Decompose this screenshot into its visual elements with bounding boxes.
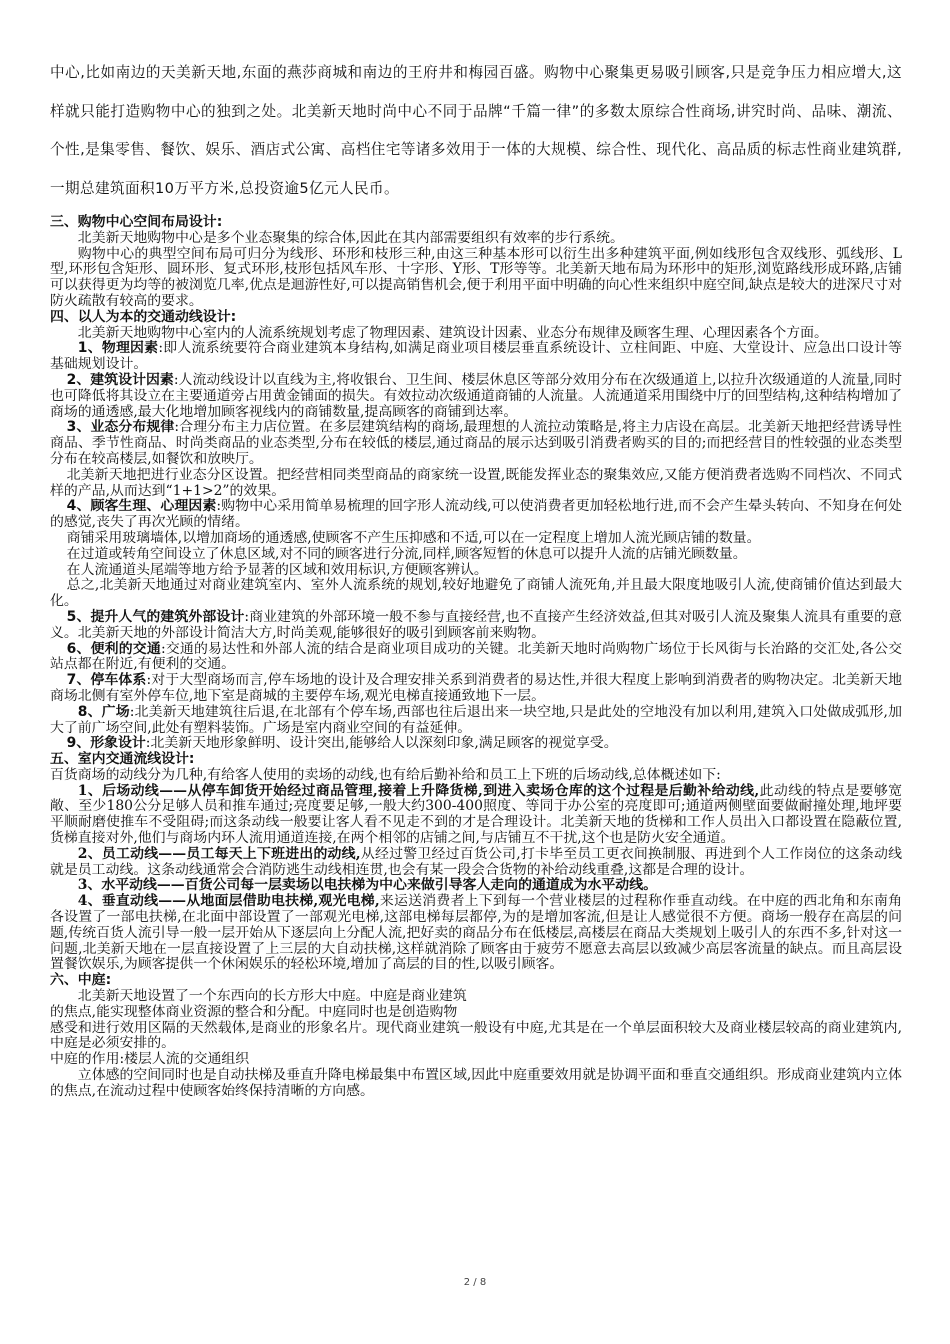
s4-item-8-text: :北美新天地建筑往后退,在北部有个停车场,西部也往后退出来一块空地,只是此处的空地没有加以利用,建筑入口处做成弧形,加大了前广场空间,此处有塑料装饰。广场是室内商业空间的有益延伸。: [50, 703, 903, 736]
s4-item-9: [50, 736, 902, 752]
s4-item-7-label: 7、停车体系: [66, 672, 147, 689]
s5-item-4-text: 来运送消费者上下到每一个营业楼层的过程称作垂直动线。在中庭的西北角和东南角各设置了一部电扶梯,在北面中部设置了一部观光电梯,这部电梯每层都停,为的是增加客流,但是让人感觉很不方便。商场一般存在高层的问题,传统百货人流引导一般一层开始从下逐层向上分配人流,把好卖的商品分布在低楼层,高楼层在商品大类规划上吸引人的东西不多,针对这一问题,北美新天地在一层直接设置了上三层的大自动扶梯,这样就消除了顾客由于疲劳不愿意去高层以致减少高层客流量的缺点。而且高层设置餐饮娱乐,为顾客提供一个休闲娱乐的轻松环境,增加了高层的目的性,以吸引顾客。: [50, 893, 902, 973]
s6-line-2: 的焦点,能实现整体商业资源的整合和分配。中庭同时也是创造购物: [50, 1003, 458, 1020]
s6-line-1: 北美新天地设置了一个东西向的长方形大中庭。中庭是商业建筑: [77, 988, 467, 1005]
s4-item-3-label: 3、业态分布规律: [66, 419, 175, 436]
s4-item-2-text: :人流动线设计以直线为主,将收银台、卫生间、楼层休息区等部分效用分布在次级通道上,以拉升次级通道的人流量,同时也可降低将其设立在主要通道旁占用黄金铺面的损失。有效拉动次级通道商铺的人流量。人流通道采用围绕中厅的回型结构,这种结构增加了商场的通透感,最大化地增加顾客视线内的商铺数量,提高顾客的商铺到达率。: [50, 371, 902, 420]
page-number: 2 / 8: [463, 1277, 487, 1288]
s4-item-4-p3: 在人流通道头尾端等地方给予显著的区域和效用标识,方便顾客辨认。: [66, 561, 488, 578]
s4-item-4: [50, 499, 902, 531]
s5-item-4-label: 4、垂直动线——从地面层借助电扶梯,观光电梯,: [77, 893, 380, 910]
s5-item-4: [50, 894, 902, 973]
s4-item-8: [50, 705, 902, 737]
intro-paragraph: 中心,比如南边的天美新天地,东面的燕莎商城和南边的王府井和梅园百盛。购物中心聚集更易吸引顾客,只是竞争压力相应增大,这样就只能打造购物中心的独到之处。北美新天地时尚中心不同于品牌“千篇一律”的多数太原综合性商场,讲究时尚、品味、潮流、个性,是集零售、餐饮、娱乐、酒店式公寓、高档住宅等诸多效用于一体的大规模、综合性、现代化、高品质的标志性商业建筑群,一期总建筑面积10万平方米,总投资逾5亿元人民币。: [50, 64, 902, 197]
s4-item-3-extra: 北美新天地把进行业态分区设置。把经营相同类型商品的商家统一设置,既能发挥业态的聚集效应,又能方便消费者选购不同档次、不同式样的产品,从而达到“1+1>2”的效果。: [50, 466, 902, 499]
s4-item-6: [50, 642, 902, 674]
s4-item-4-p1: 商铺采用玻璃墙体,以增加商场的通透感,使顾客不产生压抑感和不适,可以在一定程度上增加人流光顾店铺的数量。: [66, 529, 761, 546]
s4-item-3: [50, 420, 902, 467]
s4-item-9-text: :北美新天地形象鲜明、设计突出,能够给人以深刻印象,满足顾客的视觉享受。: [145, 735, 618, 752]
s6-line-4: 中庭的作用:楼层人流的交通组织: [50, 1051, 250, 1068]
s4-item-3-text: :合理分布主力店位置。在多层建筑结构的商场,最理想的人流拉动策略是,将主力店设在高层。北美新天地把经营诱导性商品、季节性商品、时尚类商品的业态类型,分布在较低的楼层,通过商品的展示达到吸引消费者购买的目的;而把经营目的性较强的业态类型分布在较高楼层,如餐饮和放映厅。: [50, 419, 902, 467]
s4-item-7-text: :对于大型商场而言,停车场地的设计及合理安排关系到消费者的易达性,并很大程度上影响到消费者的购物决定。北美新天地商场北侧有室外停车位,地下室是商城的主要停车场,观光电梯直接通致地下一层。: [50, 672, 902, 704]
s5-item-2-label: 2、员工动线——员工每天上下班进出的动线,: [77, 845, 361, 862]
s5-item-2-text: 从经过警卫经过百货公司,打卡毕至员工更衣间换制服、再进到个人工作岗位的这条动线就是员工动线。这条动线通常会合消防逃生动线相连贯,也会有某一段会合货物的补给动线重叠,这都是合理的设计。: [50, 845, 902, 878]
section-5-heading: 五、室内交通流线设计:: [50, 751, 195, 768]
s4-item-7: [50, 673, 902, 705]
s5-item-1-label: 1、后场动线——从停车卸货开始经过商品管理,接着上升降货梯,到进入卖场仓库的这个过程是后勤补给动线,: [77, 782, 760, 799]
s3-paragraph-1: 北美新天地购物中心是多个业态聚集的综合体,因此在其内部需要组织有效率的步行系统。: [77, 229, 624, 246]
section-3-heading: 三、购物中心空间布局设计:: [50, 214, 223, 230]
section-4-heading: 四、以人为本的交通动线设计:: [50, 308, 237, 325]
s6-line-3: 感受和进行效用区隔的天然载体,是商业的形象名片。现代商业建筑一般设有中庭,尤其是在一个单层面积较大及商业楼层较高的商业建筑内,中庭是必须安排的。: [50, 1019, 902, 1052]
s4-intro: 北美新天地购物中心室内的人流系统规划考虑了物理因素、建筑设计因素、业态分布规律及顾客生理、心理因素各个方面。: [77, 324, 828, 341]
s4-item-5: [50, 610, 902, 642]
s4-item-4-p2: 在过道或转角空间设立了休息区域,对不同的顾客进行分流,同样,顾客短暂的休息可以提升人流的店铺光顾数量。: [66, 545, 747, 562]
s5-item-3: [50, 878, 902, 894]
s4-item-5-label: 5、提升人气的建筑外部设计: [66, 608, 245, 625]
intro-section: [50, 54, 902, 208]
s5-item-1: [50, 784, 902, 847]
section-6-heading: 六、中庭:: [50, 972, 112, 989]
document-body: [50, 215, 902, 1100]
s4-item-2: [50, 373, 902, 420]
s3-paragraph-2: 购物中心的典型空间布局可归分为线形、环形和枝形三种,由这三种基本形可以衍生出多种建筑平面,例如线形包含双线形、弧线形、L型,环形包含矩形、圆环形、复式环形,枝形包括风车形、十字形、Y形、T形等等。北美新天地布局为环形中的矩形,浏览路线形成环路,店铺可以获得更为均等的被浏览几率,优点是迴游性好,可以提高销售机会,便于利用平面中明确的向心性来组织中庭空间,缺点是较大的进深尺寸对防火疏散有较高的要求。: [50, 245, 902, 309]
s4-item-2-label: 2、建筑设计因素: [66, 371, 174, 388]
s4-item-9-label: 9、形象设计: [66, 735, 146, 752]
document-page: [50, 0, 902, 1100]
s4-item-6-text: :交通的易达性和外部人流的结合是商业项目成功的关键。北美新天地时尚购物广场位于长风街与长治路的交汇处,各公交站点都在附近,有便利的交通。: [50, 640, 902, 673]
s5-item-2: [50, 847, 902, 879]
s5-item-1-text: 此动线的特点是要够宽敞、至少180公分足够人员和推车通过;亮度要足够,一般大约300-400照度、等同于办公室的亮度即可;通道两侧壁面要做耐撞处理,地坪要平顺耐磨使推车不受阻碍;而这条动线一般要让客人看不见走不到的才是合理设计。北美新天地的货梯和工作人员出入口都设置在隐蔽位置,货梯直接对外,他们与商场内环人流用通道连接,在两个相邻的店铺之间,与店铺互不干扰,这个也是防火安全通道。: [50, 782, 902, 847]
s4-item-4-text: :购物中心采用简单易梳理的回字形人流动线,可以使消费者更加轻松地行进,而不会产生晕头转向、不知身在何处的感觉,丧失了再次光顾的情绪。: [50, 498, 902, 531]
s4-item-1-label: 1、物理因素: [77, 340, 159, 357]
s4-item-8-label: 8、广场: [77, 703, 130, 720]
s4-item-4-label: 4、顾客生理、心理因素: [66, 498, 217, 515]
s5-intro: 百货商场的动线分为几种,有给客人使用的卖场的动线,也有给后勤补给和员工上下班的后场动线,总体概述如下:: [50, 766, 721, 783]
s4-item-6-label: 6、便利的交通: [66, 640, 161, 657]
s4-item-1-text: :即人流系统要符合商业建筑本身结构,如满足商业项目楼层垂直系统设计、立柱间距、中庭、大堂设计、应急出口设计等基础规划设计。: [50, 340, 902, 373]
s6-line-5: 立体感的空间同时也是自动扶梯及垂直升降电梯最集中布置区域,因此中庭重要效用就是协调平面和垂直交通组织。形成商业建筑内立体的焦点,在流动过程中使顾客始终保持清晰的方向感。: [50, 1067, 902, 1099]
s4-item-5-text: :商业建筑的外部环境一般不参与直接经营,也不直接产生经济效益,但其对吸引人流及聚集人流具有重要的意义。北美新天地的外部设计简洁大方,时尚美观,能够很好的吸引到顾客前来购物。: [50, 608, 902, 641]
s5-item-3-label: 3、水平动线——百货公司每一层卖场以电扶梯为中心来做引导客人走向的通道成为水平动线。: [77, 877, 657, 894]
s4-item-1: [50, 341, 902, 373]
s4-summary: 总之,北美新天地通过对商业建筑室内、室外人流系统的规划,较好地避免了商铺人流死角,并且最大限度地吸引人流,使商铺价值达到最大化。: [50, 577, 902, 610]
